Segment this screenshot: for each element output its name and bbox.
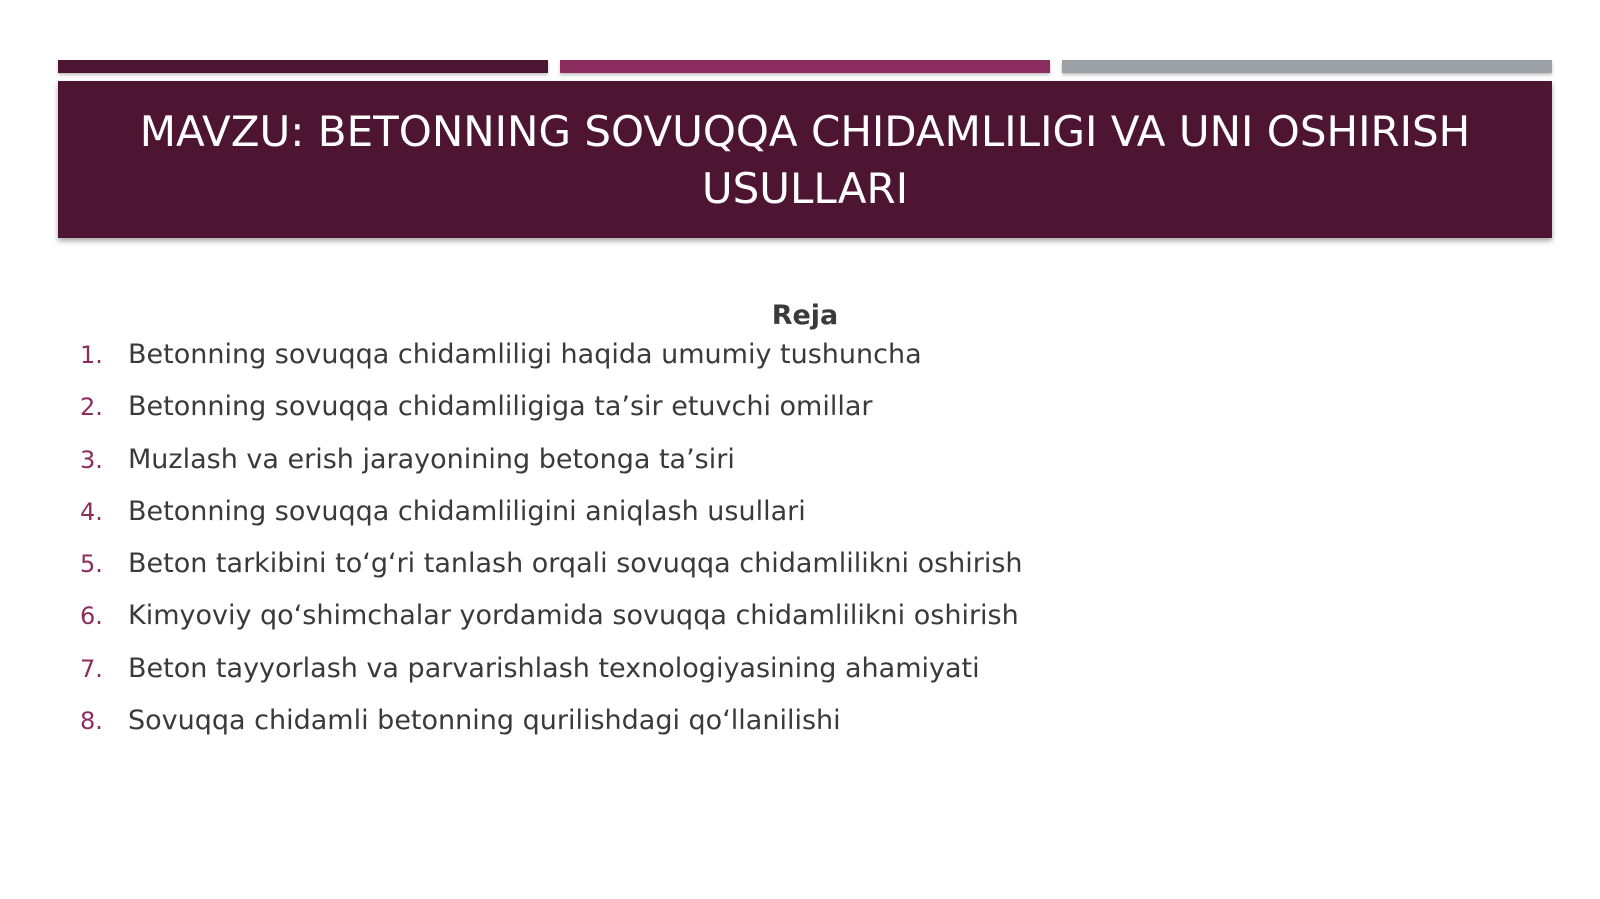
list-item [80,548,1540,600]
title-band [58,81,1552,238]
plan-heading: Reja [771,300,839,331]
list-item [80,705,1540,757]
list-item [80,496,1540,548]
list-item [80,444,1540,496]
list-item-text: Betonning sovuqqa chidamliligini aniqlash usullari [128,495,806,527]
list-number: 5. [80,550,103,579]
list-number: 7. [80,654,103,683]
list-item-text: Beton tarkibini to‘g‘ri tanlash orqali sovuqqa chidamlilikni oshirish [128,548,1023,580]
list-number: 6. [80,602,103,631]
plan-content [80,300,1540,757]
slide-title: MAVZU: BETONNING SOVUQQA CHIDAMLILIGI VA UNI OSHIRISH USULLARI [139,106,1471,213]
plan-list [80,339,1540,757]
list-number: 3. [80,445,103,474]
list-item [80,653,1540,705]
list-item-text: Kimyoviy qo‘shimchalar yordamida sovuqqa chidamlilikni oshirish [128,600,1019,632]
list-item-text: Beton tayyorlash va parvarishlash texnologiyasining ahamiyati [128,652,980,684]
list-item-text: Betonning sovuqqa chidamliligiga ta’sir etuvchi omillar [128,391,873,423]
list-item-text: Sovuqqa chidamli betonning qurilishdagi qo‘llanilishi [128,705,841,737]
accent-bar-dark [58,60,548,73]
list-item [80,339,1540,391]
list-item [80,391,1540,443]
list-number: 2. [80,393,103,422]
list-item-text: Betonning sovuqqa chidamliligi haqida umumiy tushuncha [128,339,922,370]
list-number: 8. [80,707,103,736]
list-number: 4. [80,497,103,526]
list-number: 1. [80,341,103,369]
accent-bar-magenta [560,60,1050,73]
list-item [80,600,1540,652]
accent-bar-gray [1062,60,1552,73]
list-item-text: Muzlash va erish jarayonining betonga ta’siri [128,443,735,475]
